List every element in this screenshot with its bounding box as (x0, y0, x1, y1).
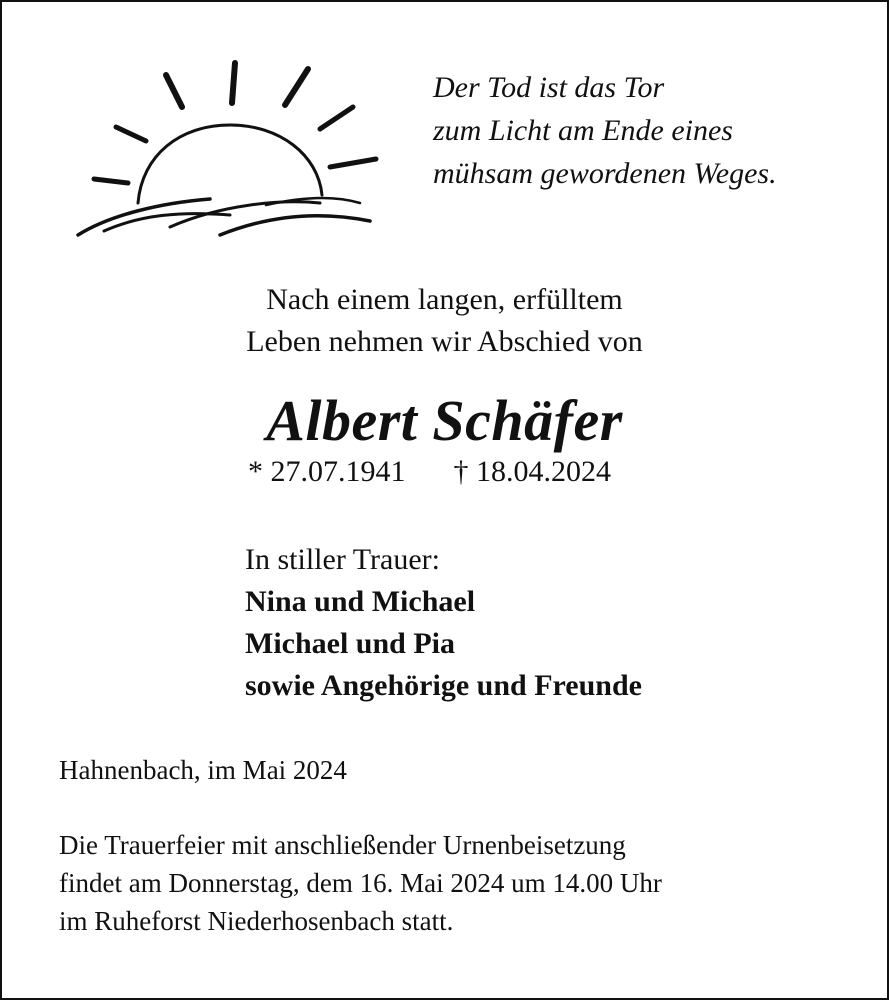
place-and-date: Hahnenbach, im Mai 2024 (59, 755, 347, 785)
mourner-name: Nina und Michael (245, 585, 476, 618)
quote-line: Der Tod ist das Tor (433, 71, 665, 104)
funeral-notice (59, 826, 662, 940)
funeral-line: im Ruheforst Niederhosenbach statt. (59, 906, 454, 936)
death-date: † 18.04.2024 (453, 455, 611, 488)
life-dates (248, 452, 611, 492)
intro-line: Leben nehmen wir Abschied von (246, 325, 643, 358)
intro-line: Nach einem langen, erfülltem (266, 283, 623, 316)
birth-date: * 27.07.1941 (248, 455, 406, 488)
mourner-name: Michael und Pia (245, 627, 456, 660)
quote-line: mühsam gewordenen Weges. (433, 157, 777, 190)
mourner-name: sowie Angehörige und Freunde (245, 669, 642, 702)
rising-sun-icon (70, 55, 390, 245)
mourners-block (245, 539, 642, 707)
deceased-name: Albert Schäfer (266, 388, 623, 453)
funeral-line: Die Trauerfeier mit anschließender Urnenbeisetzung (59, 830, 626, 860)
funeral-line: findet am Donnerstag, dem 16. Mai 2024 um 14.00 Uhr (59, 868, 662, 898)
memorial-quote (433, 66, 777, 195)
mourners-heading: In stiller Trauer: (245, 543, 440, 576)
intro-text (0, 279, 889, 363)
quote-line: zum Licht am Ende eines (433, 114, 733, 147)
